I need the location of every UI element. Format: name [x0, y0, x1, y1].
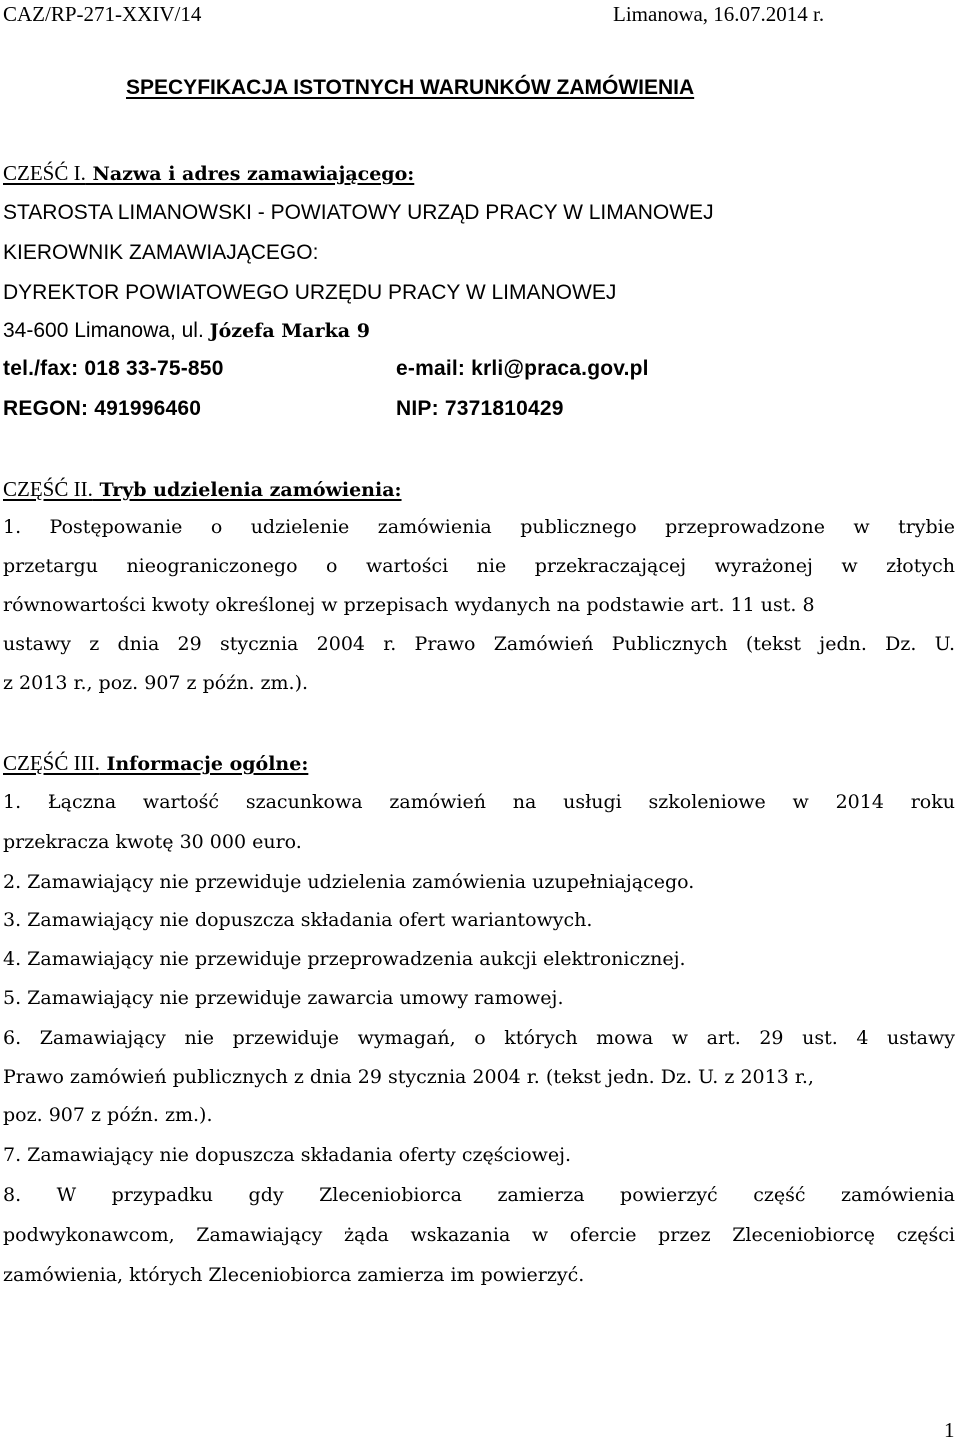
address-number: Józefa Marka 9 [209, 320, 370, 342]
part2-title: Tryb udzielenia zamówienia: [92, 479, 402, 501]
part3-line-12: podwykonawcom, Zamawiający żąda wskazania w ofercie przez Zleceniobiorcę części [3, 1224, 955, 1246]
part3-line-9: poz. 907 z późn. zm.). [3, 1104, 213, 1126]
part3-line-2: przekracza kwotę 30 000 euro. [3, 831, 302, 853]
nip: NIP: 7371810429 [396, 397, 564, 420]
part3-line-11: 8. W przypadku gdy Zleceniobiorca zamierza powierzyć część zamówienia [3, 1184, 955, 1206]
part2-line-3: równowartości kwoty określonej w przepisach wydanych na podstawie art. 11 ust. 8 [3, 594, 815, 616]
reference-number: CAZ/RP-271-XXIV/14 [3, 2, 202, 26]
part3-line-13: zamówienia, których Zleceniobiorca zamierza im powierzyć. [3, 1264, 585, 1286]
part3-line-7: 6. Zamawiający nie przewiduje wymagań, o których mowa w art. 29 ust. 4 ustawy [3, 1027, 955, 1049]
part3-line-1: 1. Łączna wartość szacunkowa zamówień na usługi szkoleniowe w 2014 roku [3, 791, 955, 813]
part3-line-3: 2. Zamawiający nie przewiduje udzielenia zamówienia uzupełniającego. [3, 871, 695, 893]
page-number: 1 [944, 1418, 955, 1442]
part3-line-10: 7. Zamawiający nie dopuszcza składania oferty częściowej. [3, 1144, 572, 1166]
place-date: Limanowa, 16.07.2014 r. [613, 2, 825, 26]
part2-line-2: przetargu nieograniczonego o wartości nie przekraczającej wyrażonej w złotych [3, 555, 955, 577]
part3-line-4: 3. Zamawiający nie dopuszcza składania ofert wariantowych. [3, 909, 593, 931]
part3-prefix: CZĘŚĆ III. [3, 751, 100, 775]
part3-line-6: 5. Zamawiający nie przewiduje zawarcia umowy ramowej. [3, 987, 564, 1009]
part3-heading [3, 751, 308, 776]
document-title: SPECYFIKACJA ISTOTNYCH WARUNKÓW ZAMÓWIENIA [126, 76, 695, 99]
address-street: 34-600 Limanowa, ul. [3, 319, 210, 342]
part3-line-8: Prawo zamówień publicznych z dnia 29 stycznia 2004 r. (tekst jedn. Dz. U. z 2013 r., [3, 1066, 814, 1088]
part2-line-4: ustawy z dnia 29 stycznia 2004 r. Prawo Zamówień Publicznych (tekst jedn. Dz. U. [3, 633, 955, 655]
part2-heading [3, 477, 402, 502]
tel-fax: tel./fax: 018 33-75-850 [3, 357, 224, 380]
regon: REGON: 491996460 [3, 397, 202, 420]
part1-address [3, 319, 370, 343]
part2-line-1: 1. Postępowanie o udzielenie zamówienia publicznego przeprowadzone w trybie [3, 516, 955, 538]
part3-line-5: 4. Zamawiający nie przewiduje przeprowadzenia aukcji elektronicznej. [3, 948, 686, 970]
part1-heading [3, 161, 414, 186]
part1-title: Nazwa i adres zamawiającego: [85, 163, 415, 185]
part1-line-1: STAROSTA LIMANOWSKI - POWIATOWY URZĄD PRACY W LIMANOWEJ [3, 201, 714, 224]
email: e-mail: krli@praca.gov.pl [396, 357, 649, 380]
part3-title: Informacje ogólne: [99, 753, 309, 775]
part1-prefix: CZEŚĆ I. [3, 161, 86, 185]
part2-prefix: CZĘŚĆ II. [3, 477, 93, 501]
part2-line-5: z 2013 r., poz. 907 z późn. zm.). [3, 672, 309, 694]
part1-line-2: KIEROWNIK ZAMAWIAJĄCEGO: [3, 241, 319, 264]
part1-line-3: DYREKTOR POWIATOWEGO URZĘDU PRACY W LIMANOWEJ [3, 281, 617, 304]
